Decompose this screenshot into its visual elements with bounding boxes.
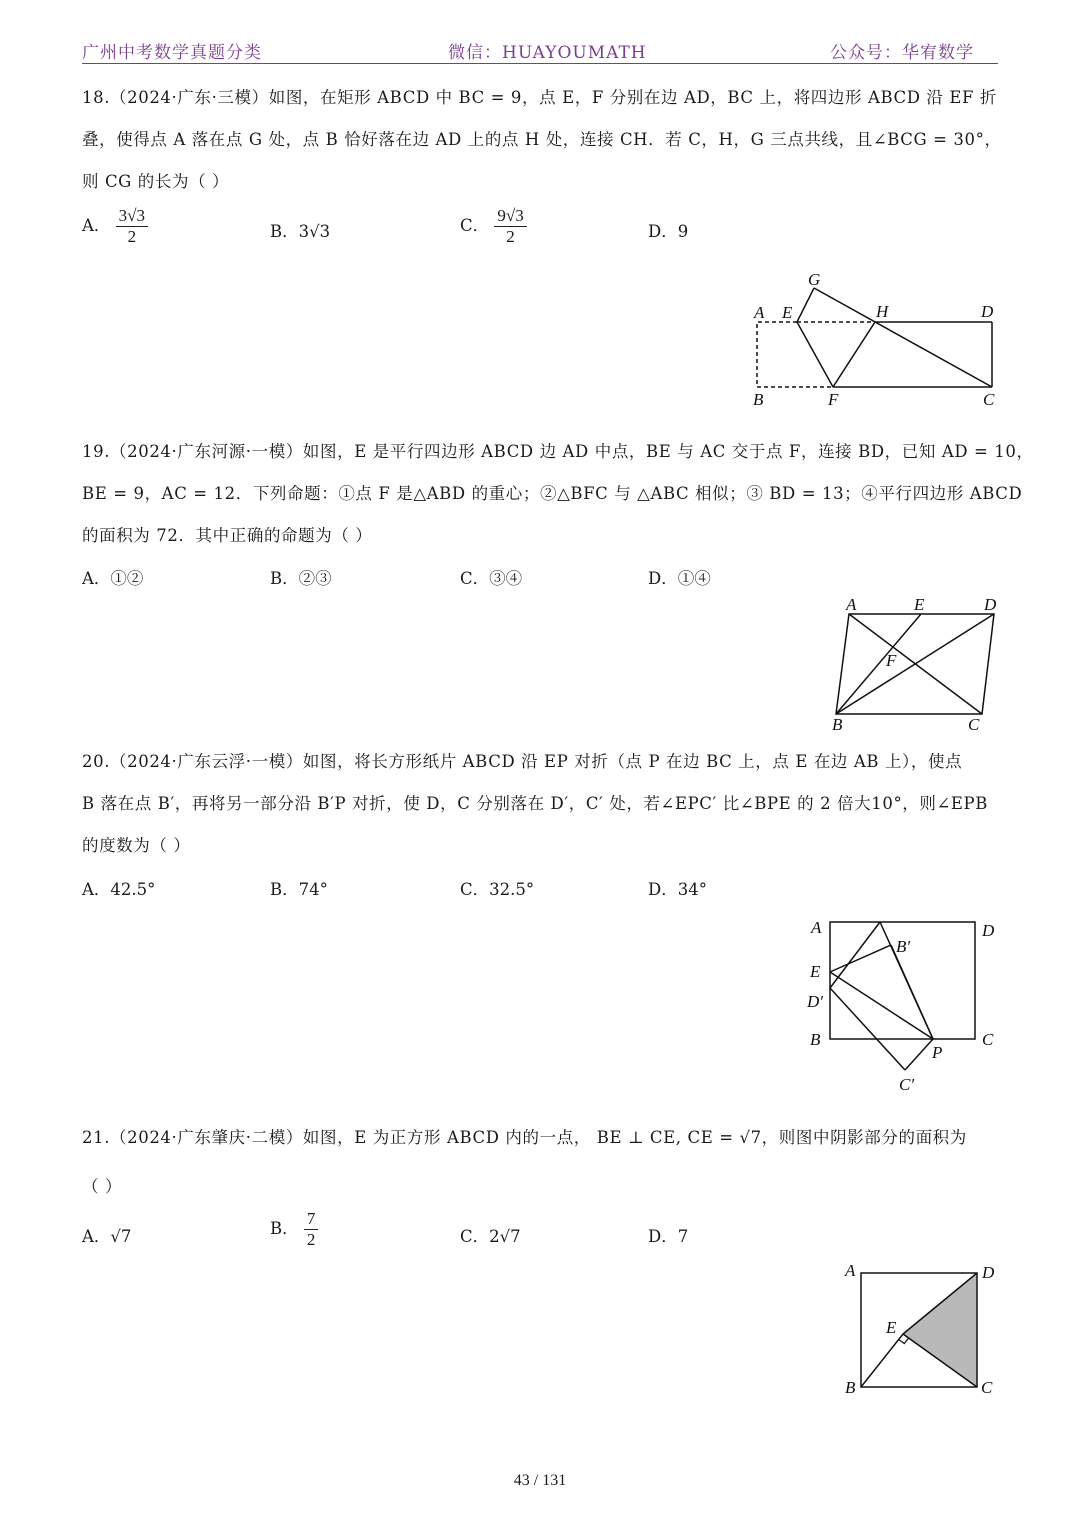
q21-option-b[interactable]: B． $\frac{7}{2}$	[270, 1209, 318, 1250]
q18-line-2: 叠，使得点 A 落在点 G 处，点 B 恰好落在边 AD 上的点 H 处，连接 CH．若 C，H，G 三点共线，且∠BCG = 30°，	[82, 130, 1002, 149]
q18-option-c[interactable]: C． $\frac{9√3}{2}$	[460, 206, 527, 247]
q19-label-a: A	[846, 595, 857, 614]
q21-label-d: D	[982, 1263, 995, 1282]
q19-label-d: D	[984, 595, 997, 614]
q20-label-b: B	[810, 1030, 821, 1049]
q19-label-b: B	[832, 715, 843, 734]
q19-option-b[interactable]: B．②③	[270, 569, 332, 588]
q19-line-2: BE = 9，AC = 12．下列命题：①点 F 是△ABD 的重心；②△BFC 与 △ABC 相似；③ BD = 13；④平行四边形 ABCD	[82, 484, 1023, 503]
q18-line-1: 18.（2024·广东·三模）如图，在矩形 ABCD 中 BC = 9，点 E，F 分别在边 AD，BC 上，将四边形 ABCD 沿 EF 折	[82, 88, 997, 107]
q21-label-e: E	[886, 1318, 897, 1337]
q21-option-c[interactable]: C．2√7	[460, 1227, 521, 1246]
q20-line-1: 20.（2024·广东云浮·一模）如图，将长方形纸片 ABCD 沿 EP 对折（点 P 在边 BC 上，点 E 在边 AB 上），使点	[82, 752, 963, 771]
q20-line-3: 的度数为（ ）	[82, 836, 191, 855]
q20-label-e: E	[810, 962, 821, 981]
q19-label-e: E	[914, 595, 925, 614]
q21-option-a[interactable]: A．√7	[82, 1227, 132, 1246]
header-divider	[82, 63, 998, 64]
q18-label-c: C	[983, 390, 995, 409]
q20-option-c[interactable]: C．32.5°	[460, 880, 535, 899]
q20-label-d-prime: D′	[807, 992, 823, 1011]
q21-line-2: （ ）	[82, 1177, 123, 1196]
q19-label-c: C	[968, 715, 980, 734]
q20-label-c: C	[982, 1030, 994, 1049]
q20-label-d: D	[982, 921, 995, 940]
q19-line-3: 的面积为 72．其中正确的命题为（ ）	[82, 526, 373, 545]
q19-figure	[825, 595, 1005, 735]
q18-label-a: A	[754, 303, 765, 322]
q21-line-1: 21.（2024·广东肇庆·二模）如图，E 为正方形 ABCD 内的一点， BE ⊥ CE, CE = √7，则图中阴影部分的面积为	[82, 1128, 967, 1147]
q18-label-e: E	[782, 303, 793, 322]
header-right: 公众号：华宥数学	[830, 43, 974, 63]
q21-option-b-fraction: $\frac{7}{2}$	[304, 1209, 319, 1250]
q18-option-a[interactable]: A． $\frac{3√3}{2}$	[82, 206, 148, 247]
q18-label-d: D	[981, 302, 994, 321]
q20-label-b-prime: B′	[896, 937, 911, 956]
q18-option-b[interactable]: B．3√3	[270, 222, 331, 241]
q19-line-1: 19.（2024·广东河源·一模）如图，E 是平行四边形 ABCD 边 AD 中点，BE 与 AC 交于点 F，连接 BD，已知 AD = 10，	[82, 442, 1034, 461]
q21-figure	[835, 1258, 1005, 1403]
q19-option-c[interactable]: C．③④	[460, 569, 523, 588]
q20-option-b[interactable]: B．74°	[270, 880, 328, 899]
q18-option-d[interactable]: D．9	[648, 222, 689, 241]
q18-figure	[740, 262, 1010, 412]
q18-option-a-fraction: $\frac{3√3}{2}$	[116, 206, 148, 247]
q20-figure	[800, 912, 1005, 1097]
q18-label-f: F	[828, 390, 839, 409]
q21-label-b: B	[845, 1378, 856, 1397]
q20-line-2: B 落在点 B′，再将另一部分沿 B′P 对折，使 D，C 分别落在 D′，C′ 处，若∠EPC′ 比∠BPE 的 2 倍大10°，则∠EPB	[82, 794, 988, 813]
q20-option-d[interactable]: D．34°	[648, 880, 707, 899]
page-number: 43 / 131	[513, 1472, 567, 1489]
q18-label-h: H	[876, 302, 889, 321]
q20-label-p: P	[932, 1043, 943, 1062]
header-left: 广州中考数学真题分类	[82, 43, 262, 63]
q21-label-a: A	[845, 1261, 856, 1280]
q18-label-b: B	[753, 390, 764, 409]
q21-shaded-triangle	[903, 1273, 977, 1387]
header-center: 微信：HUAYOUMATH	[448, 43, 647, 63]
q20-label-a: A	[811, 918, 822, 937]
q20-option-a[interactable]: A．42.5°	[82, 880, 156, 899]
q21-option-d[interactable]: D．7	[648, 1227, 689, 1246]
q18-label-g: G	[808, 270, 821, 289]
q21-label-c: C	[981, 1378, 993, 1397]
q18-line-3: 则 CG 的长为（ ）	[82, 172, 230, 191]
q19-option-a[interactable]: A．①②	[82, 569, 144, 588]
q19-label-f: F	[886, 651, 897, 670]
q20-label-c-prime: C′	[899, 1075, 915, 1094]
q18-option-c-fraction: $\frac{9√3}{2}$	[494, 206, 526, 247]
q19-option-d[interactable]: D．①④	[648, 569, 711, 588]
